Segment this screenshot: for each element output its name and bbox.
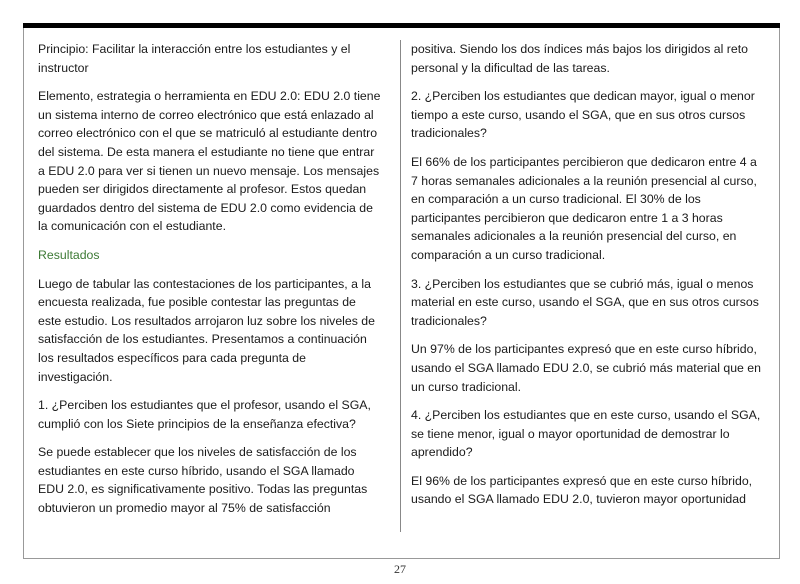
question-4: 4. ¿Perciben los estudiantes que en este curso, usando el SGA, se tiene menor, igual o mayor oportunidad de demostrar lo aprendido? [411,408,761,460]
answer-3-paragraph: Un 97% de los participantes expresó que en este curso híbrido, usando el SGA llamado EDU 2.0, se cubrió más material que en un curso tradicional. [411,342,761,394]
results-intro-paragraph: Luego de tabular las contestaciones de los participantes, a la encuesta realizada, fue posible contestar las preguntas de este estudio. Los resultados arrojaron luz sobre los niveles de satisfacción de los estudiantes. Presentamos a continuación los resultados específicos para cada pregunta de investigación. [38,276,375,384]
principle-paragraph: Principio: Facilitar la interacción entre los estudiantes y el instructor [38,42,351,75]
question-1: 1. ¿Perciben los estudiantes que el profesor, usando el SGA, cumplió con los Siete principios de la enseñanza efectiva? [38,398,371,431]
answer-2-paragraph: El 66% de los participantes percibieron que dedicaron entre 4 a 7 horas semanales adicionales a la reunión presencial al curso, en comparación a un curso tradicional. El 30% de los participantes percibieron que dedicaron entre 1 a 3 horas semanales adicionales a la reunión presencial del curso, en comparación a un curso tradicional. [411,154,757,262]
answer-4-paragraph: El 96% de los participantes expresó que en este curso híbrido, usando el SGA llamado EDU 2.0, tuvieron mayor oportunidad [411,473,753,507]
section-heading-resultados: Resultados [38,247,100,262]
right-column [411,40,761,519]
answer-1-continued: positiva. Siendo los dos índices más bajos los dirigidos al reto personal y la dificultad de las tareas. [411,42,748,75]
answer-1-paragraph: Se puede establecer que los niveles de satisfacción de los estudiantes en este curso híbrido, usando el SGA llamado EDU 2.0, es significativamente positivo. Todas las preguntas obtuvieron un promedio mayor al 75% de satisfacción [38,445,368,516]
question-3: 3. ¿Perciben los estudiantes que se cubrió más, igual o menos material en este curso, usando el SGA, que en sus otros cursos tradicionales? [411,276,759,328]
question-2: 2. ¿Perciben los estudiantes que dedican mayor, igual o menor tiempo a este curso, usando el SGA, que en sus otros cursos tradicionales? [411,89,755,141]
left-column [38,40,382,528]
element-paragraph: Elemento, estrategia o herramienta en EDU 2.0: EDU 2.0 tiene un sistema interno de correo electrónico que está enlazado al correo electrónico con el que se matriculó al estudiante dentro del sistema. De esta manera el estudiante no tiene que entrar a EDU 2.0 para ver si tienen un nuevo mensaje. Los mensajes pueden ser dirigidos directamente al profesor. Estos quedan guardados dentro del sistema de EDU 2.0 como evidencia de la comunicación con el estudiante. [38,89,381,234]
column-divider [400,40,401,532]
page-number: 27 [394,562,406,576]
